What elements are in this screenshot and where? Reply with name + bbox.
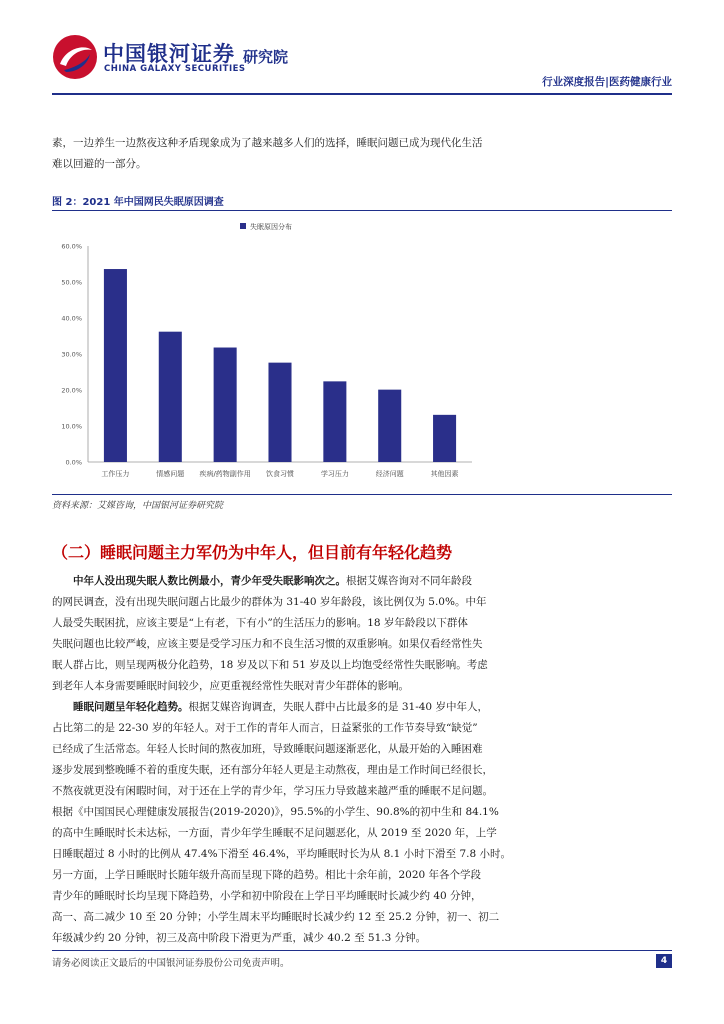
text-line: 逐步发展到整晚睡不着的重度失眠，还有部分年轻人更是主动熬夜，理由是工作时间已经很长， [52,764,493,776]
y-tick-label: 50.0% [61,278,82,287]
text-line: 眠人群占比，则呈现两极分化趋势，18 岁及以下和 51 岁及以上均饱受经常性失眠影响。考虑 [52,659,488,671]
x-tick-label: 疾病/药物副作用 [199,470,251,478]
footer-rule [52,950,672,951]
paragraph-1-lead: 中年人没出现失眠人数比例最小，青少年受失眠影响次之。 [73,575,346,587]
text-line: 已经成了生活常态。年轻人长时间的熬夜加班，导致睡眠问题逐渐恶化，从最开始的入睡困难 [52,743,483,755]
bar-5 [323,381,346,462]
y-tick-label: 10.0% [61,422,82,431]
text-line: 青少年的睡眠时长均呈现下降趋势，小学和初中阶段在上学日平均睡眠时长减少约 40 分钟， [52,890,482,902]
text-line: 根据艾媒咨询对不同年龄段 [346,575,472,587]
bar-7 [433,415,456,462]
text-line: 到老年人本身需要睡眠时间较少，应更重视经常性失眠对青少年群体的影响。 [52,680,409,692]
section-heading: （二）睡眠问题主力军仍为中年人，但目前有年轻化趋势 [52,543,453,562]
company-name-en: CHINA GALAXY SECURITIES [104,64,246,74]
legend-label: 失眠原因分布 [250,223,292,231]
x-tick-label: 学习压力 [320,470,349,478]
text-line: 另一方面，上学日睡眠时长随年级升高而呈现下降的趋势。相比十余年前，2020 年各个学段 [52,869,482,881]
y-tick-label: 0.0% [65,458,82,467]
x-tick-label: 工作压力 [101,470,130,478]
y-tick-label: 30.0% [61,350,82,359]
text-line: 失眠问题也比较严峻，应该主要是受学习压力和不良生活习惯的双重影响。如果仅看经常性失 [52,638,483,650]
legend-swatch [240,223,246,229]
figure-top-rule [52,210,672,211]
figure-title: 图 2：2021 年中国网民失眠原因调查 [52,197,224,208]
x-tick-label: 情感问题 [156,470,185,478]
text-line: 难以回避的一部分。 [52,158,147,170]
disclaimer-note: 请务必阅读正文最后的中国银河证券股份公司免责声明。 [52,958,290,969]
text-line: 根据艾媒咨询调查，失眠人群中占比最多的是 31-40 岁中年人， [188,701,488,713]
y-tick-label: 60.0% [61,242,82,251]
y-tick-label: 40.0% [61,314,82,323]
text-line: 不熬夜就更没有闲暇时间，对于还在上学的青少年，学习压力导致越来越严重的睡眠不足问题。 [52,785,493,797]
bar-4 [268,363,291,462]
institute-label: 研究院 [243,48,289,66]
figure-source: 资料来源：艾媒咨询，中国银河证券研究院 [52,501,224,511]
bar-3 [214,348,237,462]
text-line: 人最受失眠困扰，应该主要是“上有老，下有小”的生活压力的影响。18 岁年龄段以下群体 [52,617,468,629]
text-line: 的高中生睡眠时长未达标，一方面，青少年学生睡眠不足问题恶化，从 2019 至 2020 年，上学 [52,827,497,839]
bar-6 [378,390,401,462]
report-category: 行业深度报告|医药健康行业 [542,76,672,88]
paragraph-2-lead: 睡眠问题呈年轻化趋势。 [73,701,189,713]
x-tick-label: 其他因素 [430,470,459,478]
text-line: 根据《中国国民心理健康发展报告(2019-2020)》，95.5%的小学生、90.8%的初中生和 84.1% [52,806,499,818]
paragraph-1 [52,571,672,697]
paragraph-2 [52,697,672,949]
bar-chart [52,214,672,490]
x-tick-label: 饮食习惯 [266,470,294,478]
bar-2 [159,332,182,462]
galaxy-logo-icon [52,34,98,80]
figure-bottom-rule [52,494,672,495]
y-tick-label: 20.0% [61,386,82,395]
text-line: 年级减少约 20 分钟，初三及高中阶段下滑更为严重，减少 40.2 至 51.3 分钟。 [52,932,427,944]
text-line: 日睡眠超过 8 小时的比例从 47.4%下滑至 46.4%，平均睡眠时长为从 8.1 小时下滑至 7.8 小时。 [52,848,511,860]
text-line: 占比第二的是 22-30 岁的年轻人。对于工作的青年人而言，日益紧张的工作节奏导致“缺觉” [52,722,478,734]
intro-paragraph [52,133,672,175]
page-number: 4 [656,954,672,968]
company-name-cn: 中国银河证券 [103,42,235,66]
bar-1 [104,269,127,462]
chart-legend [240,222,292,231]
text-line: 高一、高二减少 10 至 20 分钟；小学生周末平均睡眠时长减少约 12 至 25.2 分钟，初一、初二 [52,911,500,923]
text-line: 素，一边养生一边熬夜这种矛盾现象成为了越来越多人们的选择，睡眠问题已成为现代化生活 [52,137,483,149]
header-rule [52,93,672,95]
x-tick-label: 经济问题 [375,470,404,478]
text-line: 的网民调查，没有出现失眠问题占比最少的群体为 31-40 岁年龄段，该比例仅为 5.0%。中年 [52,596,487,608]
